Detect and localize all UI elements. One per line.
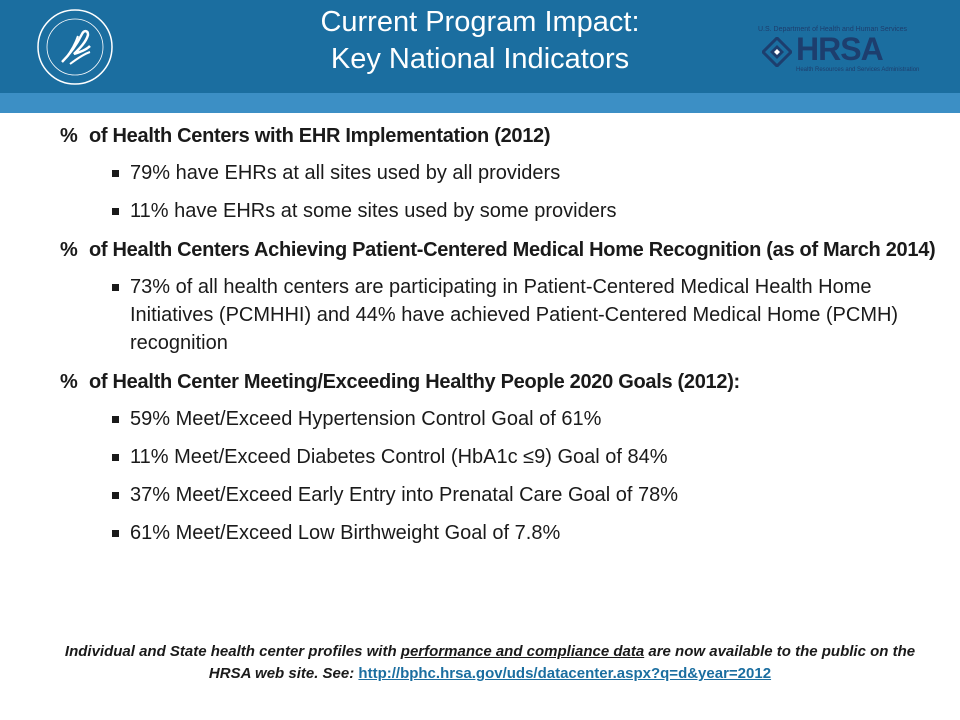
- section-heading-text: of Health Center Meeting/Exceeding Healthy People 2020 Goals (2012):: [89, 371, 740, 393]
- list-item-text: 11% have EHRs at some sites used by some providers: [130, 200, 617, 222]
- list-item: [60, 405, 940, 433]
- section-heading-text: of Health Centers with EHR Implementation (2012): [89, 125, 551, 147]
- indicator-list: [60, 121, 940, 557]
- hhs-seal-logo: [36, 8, 114, 86]
- hrsa-department-text: U.S. Department of Health and Human Services: [758, 26, 908, 33]
- section-heading-text: of Health Centers Achieving Patient-Centered Medical Home Recognition (as of March 2014): [89, 239, 936, 261]
- footer-text-after: are now available to the public on the HRSA web site. See:: [208, 643, 916, 682]
- hrsa-diamond-icon: [762, 37, 792, 67]
- list-item: [60, 443, 940, 471]
- list-item-text: 59% Meet/Exceed Hypertension Control Goal of 61%: [130, 408, 602, 430]
- title-line-2: Key National Indicators: [330, 43, 630, 75]
- section-heading: [60, 235, 940, 265]
- hrsa-agency-name: Health Resources and Services Administration: [796, 67, 920, 73]
- header-stripe: [0, 93, 960, 113]
- square-bullet-icon: [112, 284, 119, 291]
- percent-prefix: %: [60, 371, 78, 393]
- list-item-text: 73% of all health centers are participating in Patient-Centered Medical Health Home Initiatives (PCMHHI) and 44% have achieved Patient-Centered Medical Home (PCMH) recognition: [130, 276, 899, 354]
- list-item: [60, 519, 940, 547]
- list-item-text: 79% have EHRs at all sites used by all providers: [130, 162, 561, 184]
- list-item: [60, 197, 940, 225]
- hrsa-logo: [758, 26, 920, 78]
- hrsa-wordmark: HRSA: [796, 31, 883, 67]
- section-heading: [60, 367, 940, 397]
- square-bullet-icon: [112, 454, 119, 461]
- square-bullet-icon: [112, 170, 119, 177]
- section-heading: [60, 121, 940, 151]
- square-bullet-icon: [112, 416, 119, 423]
- list-item: [60, 273, 940, 357]
- list-item-text: 61% Meet/Exceed Low Birthweight Goal of 7.8%: [130, 522, 561, 544]
- footer-text-before: Individual and State health center profiles with: [64, 643, 401, 660]
- page-title: [180, 4, 780, 78]
- percent-prefix: %: [60, 239, 78, 261]
- square-bullet-icon: [112, 492, 119, 499]
- square-bullet-icon: [112, 208, 119, 215]
- footer-underlined-text: performance and compliance data: [400, 643, 645, 660]
- title-line-1: Current Program Impact:: [320, 6, 640, 38]
- square-bullet-icon: [112, 530, 119, 537]
- percent-prefix: %: [60, 125, 78, 147]
- list-item: [60, 481, 940, 509]
- footer-note: [60, 641, 920, 685]
- datacenter-link[interactable]: http://bphc.hrsa.gov/uds/datacenter.aspx?q=d&year=2012: [358, 665, 772, 682]
- list-item-text: 11% Meet/Exceed Diabetes Control (HbA1c ≤9) Goal of 84%: [130, 446, 668, 468]
- list-item-text: 37% Meet/Exceed Early Entry into Prenatal Care Goal of 78%: [130, 484, 679, 506]
- list-item: [60, 159, 940, 187]
